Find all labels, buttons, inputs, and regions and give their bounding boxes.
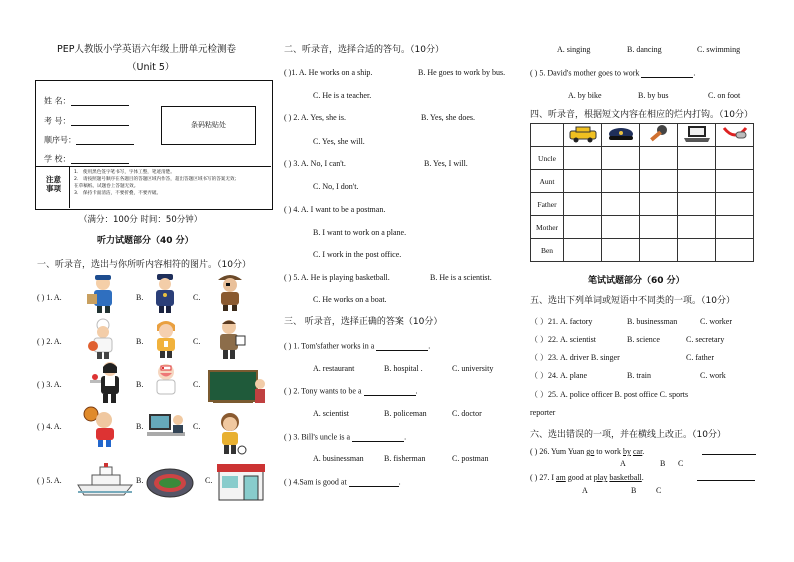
- s3-q1-a: A. restaurant: [313, 364, 355, 373]
- s3-q4-c: C. swimming: [697, 45, 741, 54]
- check-cell[interactable]: [640, 193, 678, 216]
- s5-q22-b: B. science: [627, 335, 660, 344]
- check-cell[interactable]: [602, 193, 640, 216]
- basketball-player-icon: [82, 404, 122, 448]
- table-header-cell: [716, 124, 754, 147]
- s6-q27-answer-line[interactable]: [697, 471, 755, 481]
- q4-c: C.: [193, 422, 201, 431]
- stadium-icon: [145, 465, 195, 499]
- s2-q2-a: ( ) 2. A. Yes, she is.: [284, 113, 347, 122]
- s3-q3-a: A. businessman: [313, 454, 364, 463]
- written-part-title: 笔试试题部分（60 分）: [588, 276, 685, 286]
- s3-q2-a: A. scientist: [313, 409, 349, 418]
- q3-c: C.: [193, 380, 201, 389]
- s3-q5-a: A. by bike: [568, 91, 602, 100]
- s2-q4-c: C. I work in the post office.: [313, 250, 402, 259]
- s3-q4-a: A. singing: [557, 45, 591, 54]
- check-cell[interactable]: [640, 216, 678, 239]
- exam-title: PEP人教版小学英语六年级上册单元检测卷: [57, 44, 236, 55]
- ship-icon: [76, 463, 134, 497]
- table-header-cell: [564, 124, 602, 147]
- table-header-cell: [678, 124, 716, 147]
- score-time: （满分：100分 时间：50分钟）: [79, 215, 203, 225]
- s2-q1-a: ( )1. A. He works on a ship.: [284, 68, 373, 77]
- s6-q26-letter-b: B: [660, 459, 666, 468]
- check-cell[interactable]: [678, 216, 716, 239]
- s3-q2-b: B. policeman: [384, 409, 427, 418]
- q5-num: ( ) 5. A.: [37, 476, 62, 485]
- section-1-title: 一、听录音，选出与你所听内容相符的图片。（10分）: [37, 260, 251, 270]
- shop-icon: [216, 462, 266, 502]
- s3-q3: ( ) 3. Bill's uncle is a .: [284, 432, 407, 442]
- nurse-icon: [148, 317, 184, 359]
- row-label: Uncle: [531, 147, 564, 170]
- check-cell[interactable]: [564, 239, 602, 262]
- boy-icon: [212, 410, 248, 456]
- check-cell[interactable]: [716, 216, 754, 239]
- row-label: Aunt: [531, 170, 564, 193]
- check-cell[interactable]: [716, 193, 754, 216]
- row-label: Father: [531, 193, 564, 216]
- check-cell[interactable]: [564, 147, 602, 170]
- s5-q24-c: C. work: [700, 371, 726, 380]
- postman-icon: [85, 272, 121, 314]
- waitress-icon: [88, 360, 126, 404]
- q2-b: B.: [136, 337, 144, 346]
- check-cell[interactable]: [640, 239, 678, 262]
- s6-q26-letter-c: C: [678, 459, 684, 468]
- s5-q25: （ ）25. A. police officer B. post office C. sports: [530, 390, 689, 399]
- section-4-title: 四、听录音，根据短文内容在相应的烂内打钩。（10分）: [530, 110, 753, 120]
- cap-icon: [606, 125, 636, 143]
- s5-q21: （ ）21. A. factory: [530, 317, 593, 326]
- laptop-icon: [682, 124, 712, 144]
- section-6-title: 六、选出错误的一项，并在横线上改正。（10分）: [530, 430, 726, 440]
- row-label: Mother: [531, 216, 564, 239]
- teacher-icon: [212, 318, 248, 360]
- section-3-title: 三、 听录音，选择正确的答案（10分）: [284, 317, 443, 327]
- s6-q27-letter-c: C: [656, 486, 662, 495]
- unit-label: （Unit 5）: [127, 62, 175, 73]
- s2-q2-c: C. Yes, she will.: [313, 137, 365, 146]
- table-header-cell: [640, 124, 678, 147]
- s6-q26-answer-line[interactable]: [702, 445, 756, 455]
- s6-q27-letter-b: B: [631, 486, 637, 495]
- q3-num: ( ) 3. A.: [37, 380, 62, 389]
- s2-q3-c: C. No, I don't.: [313, 182, 359, 191]
- s3-q2: ( ) 2. Tony wants to be a .: [284, 386, 418, 396]
- check-cell[interactable]: [678, 147, 716, 170]
- doctor-icon: [150, 362, 182, 402]
- table-row: [531, 147, 754, 170]
- s3-q5-b: B. by bus: [638, 91, 669, 100]
- check-cell[interactable]: [602, 147, 640, 170]
- s5-q21-b: B. businessman: [627, 317, 678, 326]
- check-cell[interactable]: [678, 193, 716, 216]
- order-number-field-label: 顺序号：: [44, 135, 134, 145]
- s3-q5: ( ) 5. David's mother goes to work .: [530, 68, 696, 78]
- school-field-label: 学 校：: [44, 154, 129, 164]
- s3-q4-b: B. dancing: [627, 45, 662, 54]
- s2-q4-a: ( ) 4. A. I want to be a postman.: [284, 205, 386, 214]
- s5-q25-cont: reporter: [530, 408, 556, 417]
- s2-q1-c: C. He is a teacher.: [313, 91, 372, 100]
- q5-b: B.: [136, 476, 144, 485]
- q4-num: ( ) 4. A.: [37, 422, 62, 431]
- police-officer-icon: [148, 272, 182, 314]
- whistle-icon: [720, 124, 750, 144]
- s5-q22: （ ）22. A. scientist: [530, 335, 596, 344]
- s5-q24: （ ）24. A. plane: [530, 371, 588, 380]
- blackboard-icon: [208, 370, 268, 406]
- check-cell[interactable]: [640, 147, 678, 170]
- s3-q1-c: C. university: [452, 364, 494, 373]
- table-row: [531, 170, 754, 193]
- notes-label: 注意 事项: [46, 175, 61, 193]
- q5-c: C.: [205, 476, 213, 485]
- barcode-area: 条码粘贴处: [161, 106, 256, 145]
- table-row: [531, 193, 754, 216]
- s3-q3-b: B. fisherman: [384, 454, 426, 463]
- exam-number-field-label: 考 号：: [44, 116, 129, 126]
- q3-b: B.: [136, 380, 144, 389]
- q4-b: B.: [136, 422, 144, 431]
- check-cell[interactable]: [716, 170, 754, 193]
- name-field-label: 姓 名：: [44, 96, 129, 106]
- s6-q26-letter-a: A: [620, 459, 626, 468]
- s6-q27-letter-a: A: [582, 486, 588, 495]
- s5-q22-c: C. secretary: [686, 335, 725, 344]
- table-header-row: [531, 124, 754, 147]
- notes-text: 1． 使用黑色签字笔书写，字体工整，笔迹清楚。 2． 请按照题号顺序在各题目的答题区域内作答，超出答题区域书写的答案无效； 在草稿纸、试题卷上答题无效。 3． 保持卡面清洁，不要折叠，不要弄破。: [74, 170, 240, 197]
- s6-q26: ( ) 26. Yum Yuan go to work by car.: [530, 447, 645, 456]
- microphone-icon: [647, 124, 671, 144]
- s2-q2-b: B. Yes, she does.: [421, 113, 476, 122]
- check-cell[interactable]: [602, 216, 640, 239]
- cook-icon: [85, 318, 121, 360]
- s5-q23: （ ）23. A. driver B. singer: [530, 353, 620, 362]
- computer-worker-icon: [145, 410, 187, 446]
- check-cell[interactable]: [678, 170, 716, 193]
- s3-q1-b: B. hospital .: [384, 364, 423, 373]
- check-cell[interactable]: [716, 239, 754, 262]
- s5-q24-b: B. train: [627, 371, 651, 380]
- section-2-title: 二、听录音，选择合适的答句。（10分）: [284, 45, 444, 55]
- notes-column-divider: [69, 166, 70, 208]
- q2-c: C.: [193, 337, 201, 346]
- s3-q4: ( ) 4.Sam is good at .: [284, 477, 401, 487]
- check-cell[interactable]: [716, 147, 754, 170]
- s3-q5-c: C. on foot: [708, 91, 741, 100]
- s2-q1-b: B. He goes to work by bus.: [418, 68, 506, 77]
- s5-q21-c: C. worker: [700, 317, 732, 326]
- check-cell[interactable]: [564, 193, 602, 216]
- s2-q5-b: B. He is a scientist.: [430, 273, 492, 282]
- check-cell[interactable]: [602, 170, 640, 193]
- s2-q3-b: B. Yes, I will.: [424, 159, 468, 168]
- q2-num: ( ) 2. A.: [37, 337, 62, 346]
- s5-q23-c: C. father: [686, 353, 714, 362]
- check-table: [530, 123, 754, 262]
- s2-q4-b: B. I want to work on a plane.: [313, 228, 407, 237]
- s6-q27: ( ) 27. I am good at play basketball.: [530, 473, 644, 482]
- row-label: Ben: [531, 239, 564, 262]
- table-row: [531, 239, 754, 262]
- s2-q5-c: C. He works on a boat.: [313, 295, 387, 304]
- check-cell[interactable]: [678, 239, 716, 262]
- notes-divider: [35, 166, 271, 167]
- s2-q5-a: ( ) 5. A. He is playing basketball.: [284, 273, 390, 282]
- pirate-icon: [210, 270, 250, 312]
- q1-b: B.: [136, 293, 144, 302]
- check-cell[interactable]: [564, 216, 602, 239]
- s3-q3-c: C. postman: [452, 454, 489, 463]
- q1-num: ( ) 1. A.: [37, 293, 62, 302]
- table-corner-cell: [531, 124, 564, 147]
- table-header-cell: [602, 124, 640, 147]
- section-5-title: 五、选出下列单词或短语中不同类的一项。（10分）: [530, 296, 735, 306]
- q1-c: C.: [193, 293, 201, 302]
- s2-q3-a: ( ) 3. A. No, I can't.: [284, 159, 346, 168]
- taxi-icon: [567, 125, 599, 143]
- table-row: [531, 216, 754, 239]
- s3-q1: ( ) 1. Tom'sfather works in a .: [284, 341, 431, 351]
- check-cell[interactable]: [602, 239, 640, 262]
- check-cell[interactable]: [564, 170, 602, 193]
- s3-q2-c: C. doctor: [452, 409, 482, 418]
- check-cell[interactable]: [640, 170, 678, 193]
- listening-part-title: 听力试题部分（40 分）: [97, 236, 194, 246]
